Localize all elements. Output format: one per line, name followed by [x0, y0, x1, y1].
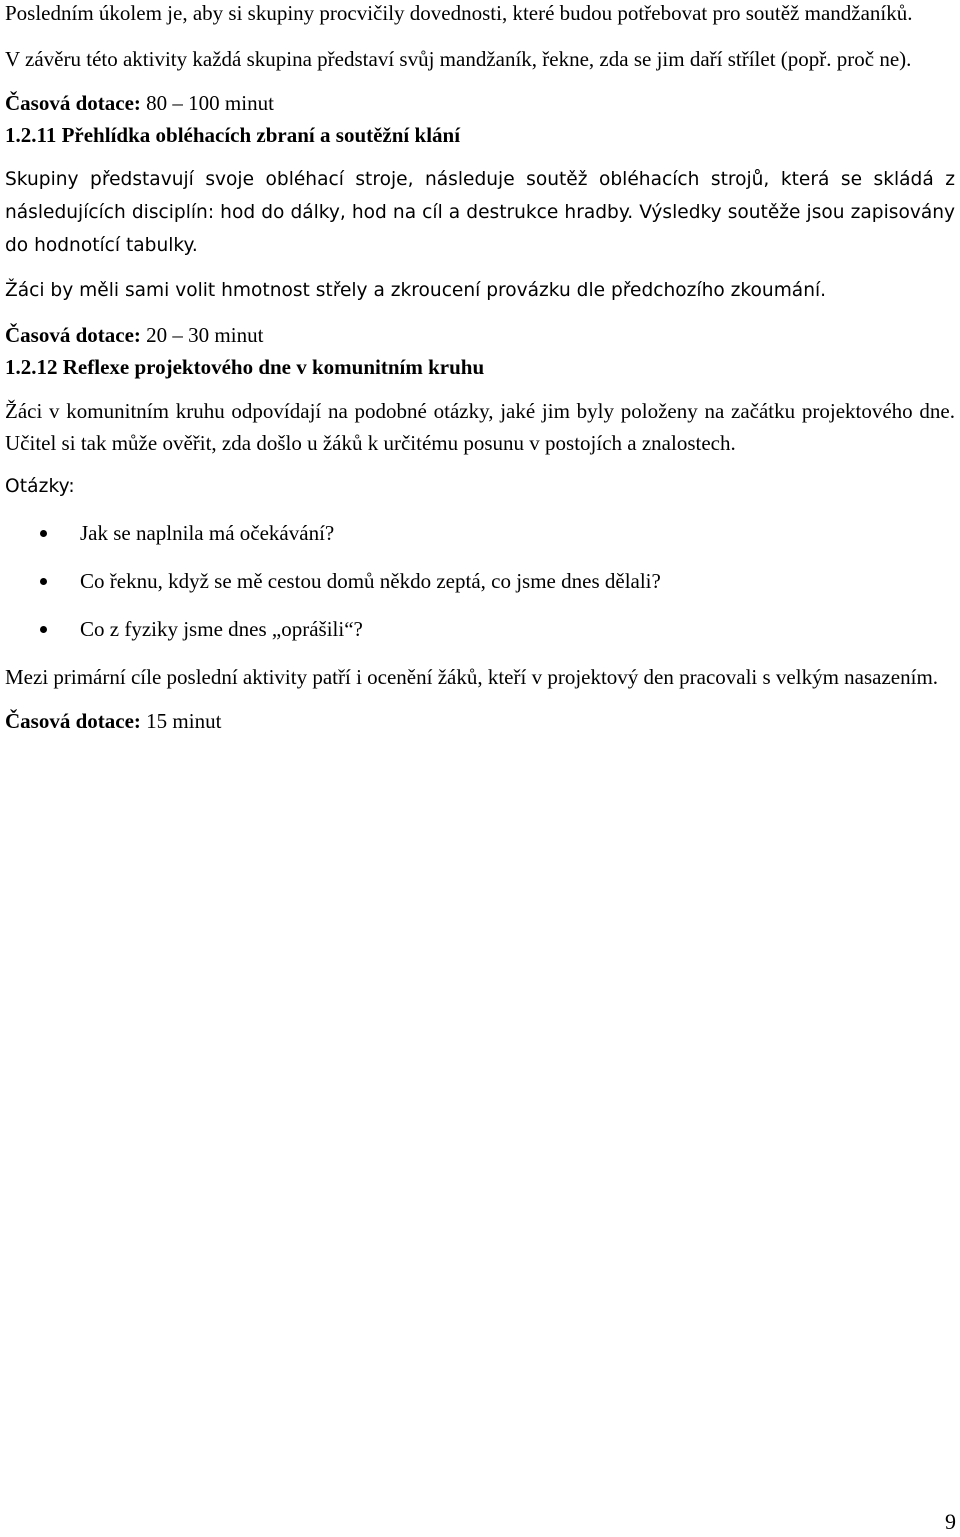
list-item: [5, 613, 955, 661]
section-12-paragraph-1: Žáci v komunitním kruhu odpovídají na podobné otázky, jaké jim byly položeny na začátku projektového dne. Učitel si tak může ověřit, zda došlo u žáků k určitému posunu v postojích a znalostech.: [5, 399, 955, 455]
section-heading-1-2-12: 1.2.12 Reflexe projektového dne v komunitním kruhu: [5, 355, 485, 379]
intro-paragraph-2: V závěru této aktivity každá skupina představí svůj mandžaník, řekne, zda se jim daří střílet (popř. proč ne).: [5, 47, 912, 71]
list-item: [5, 517, 955, 565]
question-text: Jak se naplnila má očekávání?: [80, 521, 335, 545]
section-11-paragraph-2: Žáci by měli sami volit hmotnost střely a zkroucení provázku dle předchozího zkoumání.: [5, 280, 827, 301]
list-item: [5, 565, 955, 613]
page-number: 9: [945, 1509, 956, 1534]
bullet-icon: [40, 626, 47, 633]
question-text: Co řeknu, když se mě cestou domů někdo zeptá, co jsme dnes dělali?: [80, 569, 661, 593]
questions-list: [5, 517, 955, 661]
section-11-time-allocation: [5, 319, 955, 351]
time-allocation-value: 20 – 30 minut: [140, 323, 264, 347]
document-page: [5, 0, 955, 737]
time-allocation-label: Časová dotace:: [5, 709, 141, 733]
time-allocation-value: 80 – 100 minut: [140, 91, 274, 115]
section-12-time-allocation: [5, 705, 955, 737]
time-allocation-label: Časová dotace:: [5, 91, 141, 115]
bullet-icon: [40, 530, 47, 537]
time-allocation-value: 15 minut: [140, 709, 222, 733]
intro-time-allocation: [5, 87, 955, 119]
section-heading-1-2-11: 1.2.11 Přehlídka obléhacích zbraní a soutěžní klání: [5, 123, 461, 147]
questions-label: Otázky:: [5, 476, 75, 497]
time-allocation-label: Časová dotace:: [5, 323, 141, 347]
section-11-paragraph-1: [5, 163, 955, 262]
intro-paragraph-1: Posledním úkolem je, aby si skupiny procvičily dovednosti, které budou potřebovat pro soutěž mandžaníků.: [5, 1, 913, 25]
question-text: Co z fyziky jsme dnes „oprášili“?: [80, 617, 363, 641]
section-11-paragraph-1-text: Skupiny představují svoje obléhací stroje, následuje soutěž obléhacích strojů, která se skládá z následujících disciplín: hod do dálky, hod na cíl a destrukce hradby.: [5, 169, 955, 223]
bullet-icon: [40, 578, 47, 585]
section-12-paragraph-2: Mezi primární cíle poslední aktivity patří i ocenění žáků, kteří v projektový den pracovali s velkým nasazením.: [5, 665, 939, 689]
section-11-paragraph-1-results: Výsledky soutěže jsou zapisovány do hodnotící tabulky.: [5, 202, 955, 256]
